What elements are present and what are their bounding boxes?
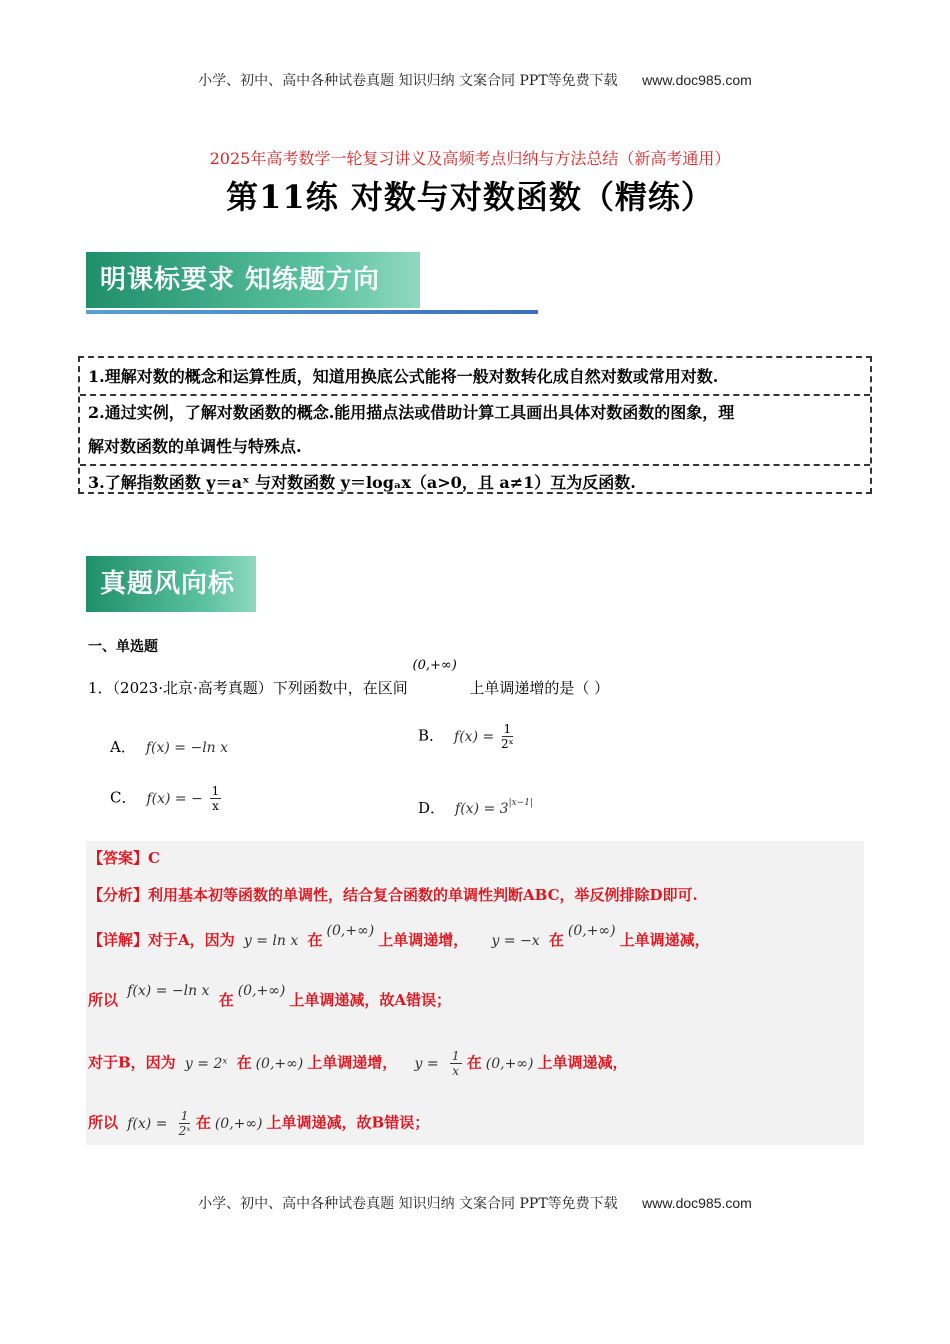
header-text: 小学、初中、高中各种试卷真题 知识归纳 文案合同 PPT等免费下载 [198, 73, 618, 89]
banner-past-exams: 真题风向标 [86, 556, 256, 612]
detail-line-4: 所以 f(x) = $\frac{1}{\text{2ˣ}}$ 在 (0,+∞) 上单调递减，故B错误； [88, 1109, 430, 1138]
question-suffix: 上单调递增的是（ ） [469, 679, 610, 697]
doc-title: 第11练 对数与对数函数（精练） [226, 178, 714, 216]
option-d[interactable]: D． $f(x) = 3^{|x-1|}$ [418, 798, 533, 817]
question-1 [88, 658, 610, 698]
header-url[interactable]: www.doc985.com [642, 72, 752, 88]
detail-line-2: 所以 f(x) = −ln x 在 (0,+∞) 上单调递减，故A错误； [88, 983, 452, 1009]
requirements-box [78, 356, 872, 494]
question-interval: (0,+∞) [412, 658, 457, 673]
page-header [0, 70, 950, 90]
option-a-expr: f(x) = −ln x [145, 740, 229, 756]
question-prefix: 1．（2023·北京·高考真题）下列函数中，在区间 [88, 679, 408, 697]
page-footer [0, 1193, 950, 1213]
banner-underline [86, 310, 538, 314]
detail-line-1: 【详解】对于A，因为 y = ln x 在 (0,+∞) 上单调递增， y = −x 在 (0,+∞) 上单调递减， [88, 923, 710, 949]
requirement-1: 1.理解对数的概念和运算性质，知道用换底公式能将一般对数转化成自然对数或常用对数. [88, 367, 719, 386]
option-b[interactable]: B． f(x) = $\frac{1}{\text{2ˣ}}$ [418, 722, 514, 751]
detail-line-3: 对于B，因为 y = 2ˣ 在 (0,+∞) 上单调递增， y = $\frac{1}{x}$ 在 (0,+∞) 上单调递减， [88, 1049, 628, 1078]
option-a[interactable]: A． f(x) = −ln x [110, 738, 229, 756]
requirement-2a: 2.通过实例，了解对数函数的概念.能用描点法或借助计算工具画出具体对数函数的图象，理 [88, 403, 735, 422]
banner-standards: 明课标要求 知练题方向 [86, 252, 420, 308]
option-c-fraction: $\frac{1}{x}$ [211, 784, 220, 813]
option-c[interactable]: C． f(x) = − $\frac{1}{x}$ [110, 784, 220, 813]
requirement-3: 3.了解指数函数 y＝aˣ 与对数函数 y＝logₐx（a>0，且 a≠1）互为反函数. [88, 473, 636, 492]
footer-url[interactable]: www.doc985.com [642, 1195, 752, 1211]
analysis-line: 【分析】利用基本初等函数的单调性，结合复合函数的单调性判断ABC，举反例排除D即可. [88, 886, 698, 904]
requirement-2b: 解对数函数的单调性与特殊点. [88, 437, 302, 456]
section-label: 一、单选题 [88, 639, 158, 655]
option-b-fraction: $\frac{1}{\text{2ˣ}}$ [501, 722, 514, 751]
footer-text: 小学、初中、高中各种试卷真题 知识归纳 文案合同 PPT等免费下载 [198, 1196, 618, 1212]
doc-subtitle: 2025年高考数学一轮复习讲义及高频考点归纳与方法总结（新高考通用） [209, 149, 731, 168]
answer-line: 【答案】C [88, 849, 160, 867]
answer-panel [86, 841, 864, 1145]
